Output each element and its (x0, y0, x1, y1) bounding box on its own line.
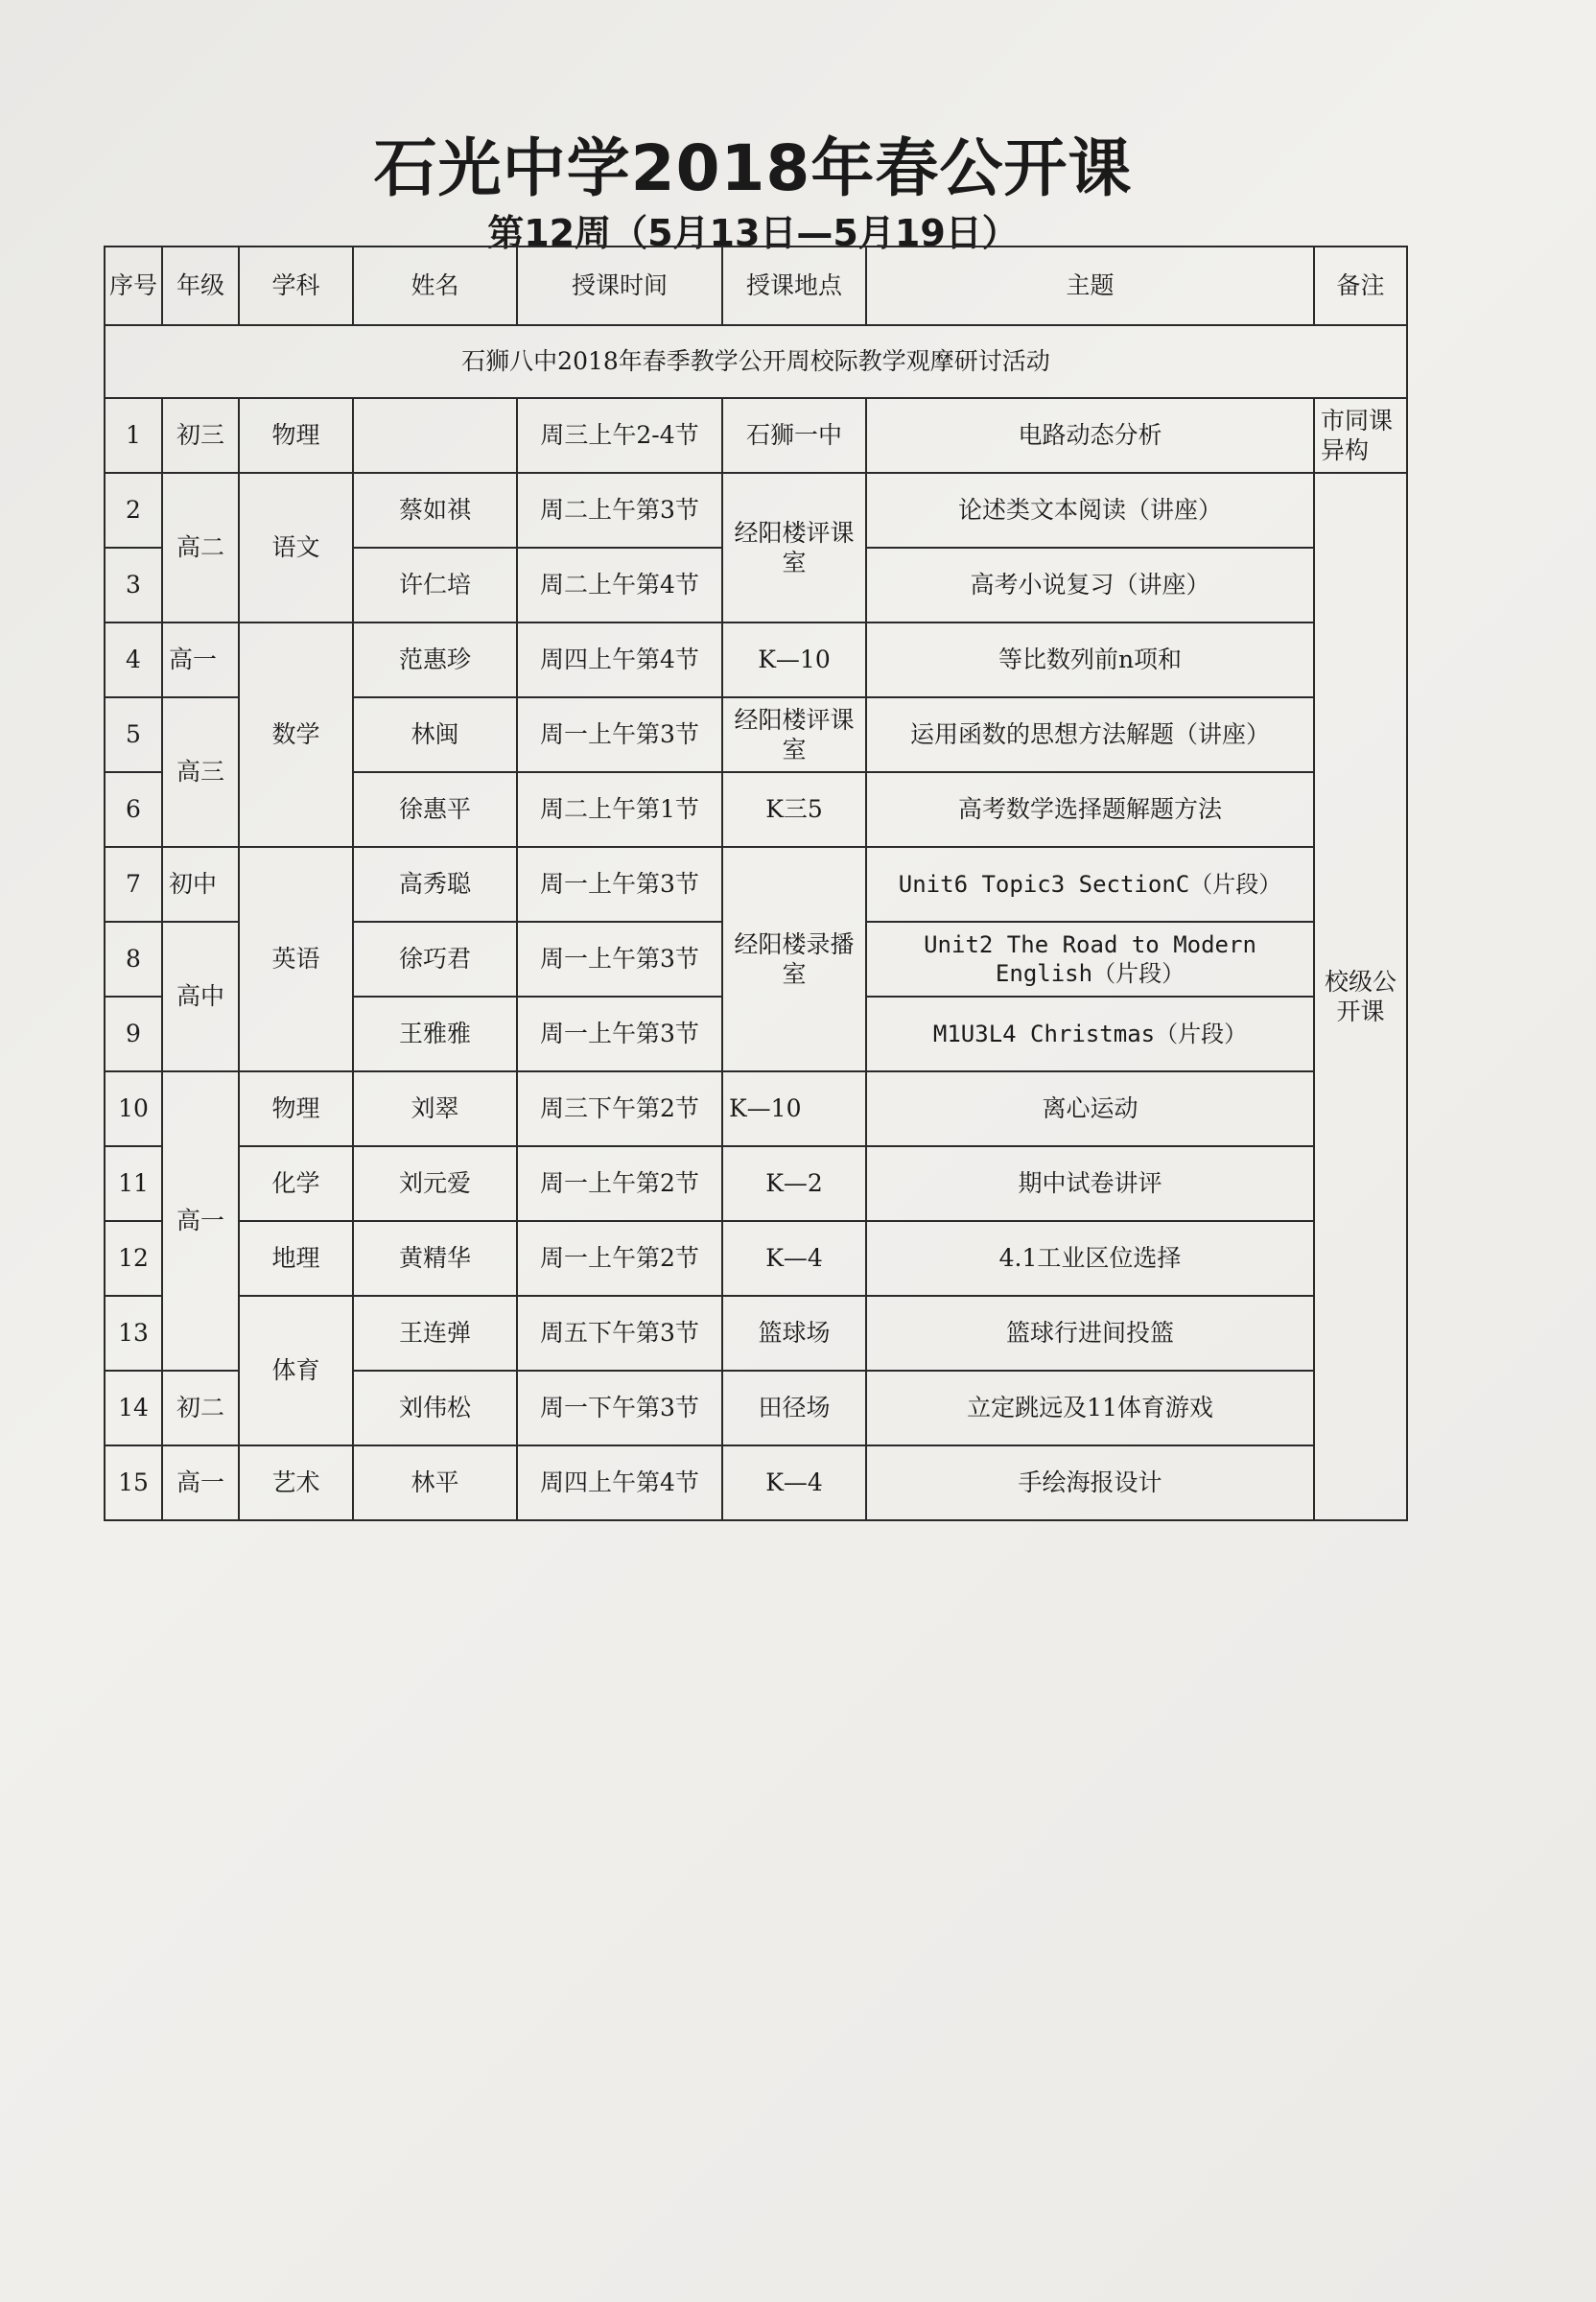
row-subject: 艺术 (239, 1445, 353, 1520)
schedule-table (104, 246, 1408, 1521)
row-no: 10 (105, 1071, 162, 1146)
row-time: 周二上午第4节 (517, 548, 722, 622)
row-subject: 地理 (239, 1221, 353, 1296)
table-row (105, 473, 1407, 548)
row-time: 周四上午第4节 (517, 622, 722, 697)
row-topic: 手绘海报设计 (866, 1445, 1314, 1520)
row-teacher: 徐惠平 (353, 772, 517, 847)
row-place: K—2 (722, 1146, 866, 1221)
header-time: 授课时间 (517, 247, 722, 325)
header-remark: 备注 (1314, 247, 1407, 325)
row-subject: 数学 (239, 622, 353, 847)
row-no: 1 (105, 398, 162, 473)
row-topic: 高考小说复习（讲座） (866, 548, 1314, 622)
row-topic: 篮球行进间投篮 (866, 1296, 1314, 1371)
row-time: 周一上午第3节 (517, 847, 722, 922)
row-no: 4 (105, 622, 162, 697)
row-place: K—10 (722, 622, 866, 697)
row-no: 13 (105, 1296, 162, 1371)
row-grade: 高一 (162, 1071, 239, 1371)
table-row (105, 1221, 1407, 1296)
row-subject: 物理 (239, 1071, 353, 1146)
row-time: 周一上午第3节 (517, 697, 722, 772)
row-no: 12 (105, 1221, 162, 1296)
row-subject: 体育 (239, 1296, 353, 1445)
row-grade: 初三 (162, 398, 239, 473)
row-place: 经阳楼评课室 (722, 697, 866, 772)
row-place: 经阳楼录播室 (722, 847, 866, 1071)
row-topic: 高考数学选择题解题方法 (866, 772, 1314, 847)
table-row (105, 1071, 1407, 1146)
row-no: 8 (105, 922, 162, 997)
row-topic: 立定跳远及11体育游戏 (866, 1371, 1314, 1445)
row-no: 14 (105, 1371, 162, 1445)
row-subject: 物理 (239, 398, 353, 473)
table-row (105, 1445, 1407, 1520)
header-row (105, 247, 1407, 325)
row-teacher: 蔡如祺 (353, 473, 517, 548)
table-row (105, 1296, 1407, 1371)
row-teacher: 许仁培 (353, 548, 517, 622)
banner-text: 石狮八中2018年春季教学公开周校际教学观摩研讨活动 (105, 325, 1407, 398)
row-teacher: 黄精华 (353, 1221, 517, 1296)
row-teacher: 范惠珍 (353, 622, 517, 697)
row-teacher: 林闽 (353, 697, 517, 772)
row-topic: Unit2 The Road to Modern English（片段） (866, 922, 1314, 997)
table-row (105, 1146, 1407, 1221)
row-place: K—10 (722, 1071, 866, 1146)
row-topic: 电路动态分析 (866, 398, 1314, 473)
row-place: 篮球场 (722, 1296, 866, 1371)
row-no: 5 (105, 697, 162, 772)
row-topic: M1U3L4 Christmas（片段） (866, 997, 1314, 1071)
row-time: 周三下午第2节 (517, 1071, 722, 1146)
row-teacher: 王连弹 (353, 1296, 517, 1371)
row-place: 田径场 (722, 1371, 866, 1445)
row-subject: 英语 (239, 847, 353, 1071)
row-time: 周二上午第3节 (517, 473, 722, 548)
page-title: 石光中学2018年春公开课 (373, 131, 1133, 205)
table-row (105, 847, 1407, 922)
row-no: 15 (105, 1445, 162, 1520)
row-place: K三5 (722, 772, 866, 847)
row-topic: Unit6 Topic3 SectionC（片段） (866, 847, 1314, 922)
row-grade: 高三 (162, 697, 239, 847)
row-teacher: 王雅雅 (353, 997, 517, 1071)
row-time: 周一上午第2节 (517, 1221, 722, 1296)
row-teacher: 刘伟松 (353, 1371, 517, 1445)
row-place: 石狮一中 (722, 398, 866, 473)
row-grade: 初二 (162, 1371, 239, 1445)
row-time: 周四上午第4节 (517, 1445, 722, 1520)
row-teacher: 刘元爱 (353, 1146, 517, 1221)
row-place: K—4 (722, 1445, 866, 1520)
header-name: 姓名 (353, 247, 517, 325)
row-topic: 运用函数的思想方法解题（讲座） (866, 697, 1314, 772)
row-grade: 高一 (162, 1445, 239, 1520)
row-no: 7 (105, 847, 162, 922)
header-grade: 年级 (162, 247, 239, 325)
row-topic: 4.1工业区位选择 (866, 1221, 1314, 1296)
row-time: 周一上午第2节 (517, 1146, 722, 1221)
row-time: 周一上午第3节 (517, 997, 722, 1071)
row-teacher: 高秀聪 (353, 847, 517, 922)
header-place: 授课地点 (722, 247, 866, 325)
row-no: 2 (105, 473, 162, 548)
banner-row (105, 325, 1407, 398)
row-no: 11 (105, 1146, 162, 1221)
row-time: 周三上午2-4节 (517, 398, 722, 473)
row-subject: 化学 (239, 1146, 353, 1221)
row-subject: 语文 (239, 473, 353, 622)
header-no: 序号 (105, 247, 162, 325)
table-row (105, 622, 1407, 697)
row-time: 周一下午第3节 (517, 1371, 722, 1445)
header-subject: 学科 (239, 247, 353, 325)
row-grade: 高一 (162, 622, 239, 697)
row-no: 3 (105, 548, 162, 622)
row-no: 9 (105, 997, 162, 1071)
row-topic: 期中试卷讲评 (866, 1146, 1314, 1221)
table-row (105, 398, 1407, 473)
row-topic: 论述类文本阅读（讲座） (866, 473, 1314, 548)
row-no: 6 (105, 772, 162, 847)
row-teacher: 徐巧君 (353, 922, 517, 997)
row-remark: 市同课异构 (1314, 398, 1407, 473)
row-place: 经阳楼评课室 (722, 473, 866, 622)
row-topic: 等比数列前n项和 (866, 622, 1314, 697)
page-subtitle: 第12周（5月13日—5月19日） (487, 212, 1019, 254)
row-remark: 校级公开课 (1314, 473, 1407, 1520)
row-time: 周二上午第1节 (517, 772, 722, 847)
row-time: 周一上午第3节 (517, 922, 722, 997)
header-topic: 主题 (866, 247, 1314, 325)
row-teacher: 刘翠 (353, 1071, 517, 1146)
row-grade: 初中 (162, 847, 239, 922)
row-teacher: 林平 (353, 1445, 517, 1520)
row-place: K—4 (722, 1221, 866, 1296)
row-time: 周五下午第3节 (517, 1296, 722, 1371)
row-teacher (353, 398, 517, 473)
row-topic: 离心运动 (866, 1071, 1314, 1146)
row-grade: 高中 (162, 922, 239, 1071)
row-grade: 高二 (162, 473, 239, 622)
